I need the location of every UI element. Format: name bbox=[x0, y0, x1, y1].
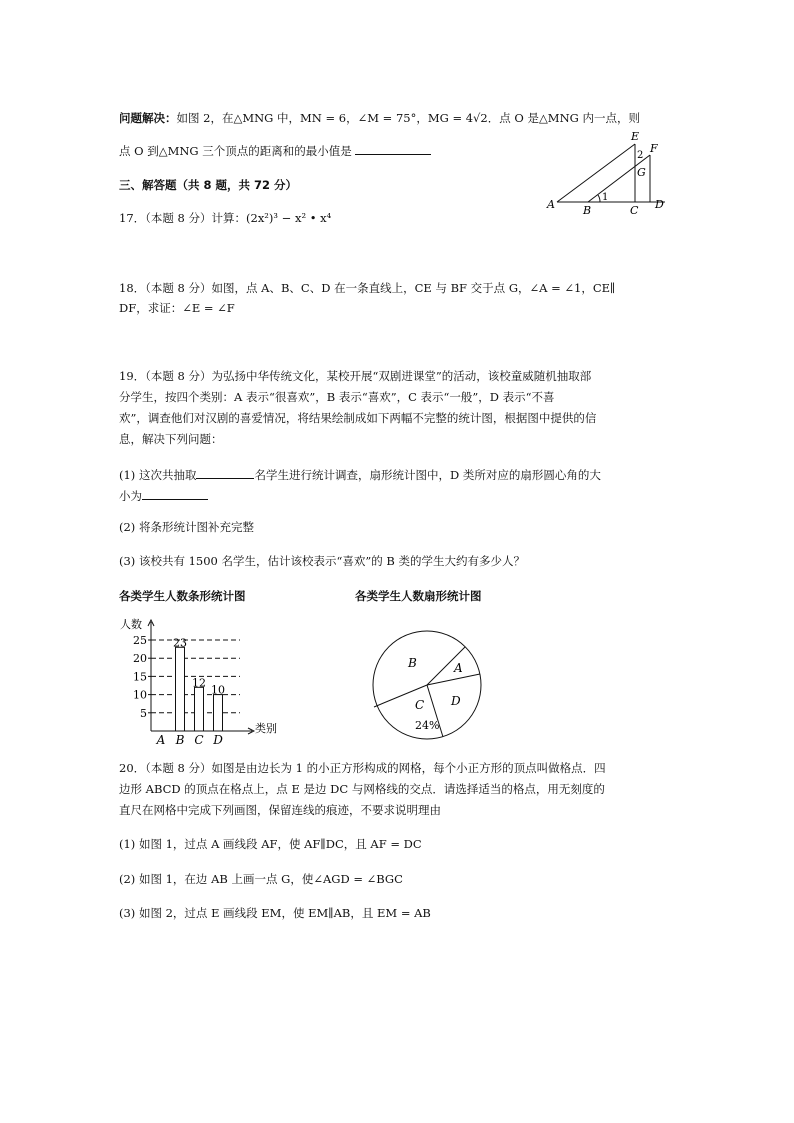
pie-divider-ad bbox=[427, 674, 480, 685]
x-tick-label-B: B bbox=[175, 733, 185, 744]
label-A: A bbox=[547, 198, 555, 211]
pie-label-24pct: 24% bbox=[415, 719, 440, 732]
bar-B bbox=[176, 647, 185, 731]
q19-sub1-line1 bbox=[119, 466, 601, 483]
x-tick-label-A: A bbox=[156, 733, 166, 744]
y-tick-label-25: 25 bbox=[133, 634, 147, 647]
data-label-D: 10 bbox=[211, 683, 225, 697]
q19-line4: 息，解决下列问题： bbox=[119, 432, 223, 446]
q20-line2: 边形 ABCD 的顶点在格点上，点 E 是边 DC 与网格线的交点．请选择适当的格点，用无刻度的 bbox=[119, 782, 605, 796]
label-G: G bbox=[637, 166, 646, 179]
blank-d-angle[interactable] bbox=[142, 487, 208, 500]
label-D: D bbox=[655, 198, 664, 211]
q18-line2: DF，求证：∠E = ∠F bbox=[119, 301, 235, 315]
problem-solve-line2 bbox=[119, 142, 431, 159]
problem-solve-text: 如图 2，在△MNG 中，MN = 6，∠M = 75°，MG = 4√2．点 O 是△MNG 内一点，则 bbox=[176, 111, 640, 125]
label-B: B bbox=[583, 204, 592, 217]
q19-sub1-prefix: (1) 这次共抽取 bbox=[119, 468, 197, 482]
q18-line1: 18．（本题 8 分）如图，点 A、B、C、D 在一条直线上，CE 与 BF 交于点 G，∠A = ∠1，CE∥ bbox=[119, 281, 616, 295]
pie-label-A: A bbox=[454, 661, 463, 675]
data-label-C: 12 bbox=[192, 676, 206, 690]
answer-blank[interactable] bbox=[355, 142, 431, 155]
q20-sub2: (2) 如图 1，在边 AB 上画一点 G，使∠AGD = ∠BGC bbox=[119, 872, 403, 886]
q19-sub3: (3) 该校共有 1500 名学生，估计该校表示“喜欢”的 B 类的学生大约有多少人？ bbox=[119, 554, 526, 568]
pie-label-B: B bbox=[408, 656, 417, 670]
q20-sub1: (1) 如图 1，过点 A 画线段 AF，使 AF∥DC，且 AF = DC bbox=[119, 837, 422, 851]
section-title: 三、解答题（共 8 题，共 72 分） bbox=[119, 178, 298, 192]
problem-solve-line1 bbox=[119, 110, 640, 126]
problem-solve-label: 问题解决： bbox=[119, 111, 177, 125]
label-angle-1: 1 bbox=[602, 192, 609, 203]
y-tick-label-10: 10 bbox=[133, 688, 147, 702]
data-label-B: 23 bbox=[173, 636, 187, 650]
q17-text: 17．（本题 8 分）计算：(2x²)³ − x² • x⁴ bbox=[119, 211, 332, 225]
bar-C bbox=[195, 687, 204, 731]
y-tick-label-20: 20 bbox=[133, 652, 147, 666]
x-tick-label-C: C bbox=[194, 733, 204, 744]
label-E: E bbox=[631, 130, 640, 143]
pie-chart-title: 各类学生人数扇形统计图 bbox=[355, 589, 482, 603]
label-F: F bbox=[650, 142, 658, 155]
pie-label-D: D bbox=[451, 694, 461, 708]
line-AE bbox=[557, 144, 635, 202]
y-axis-label: 人数 bbox=[120, 618, 142, 631]
q19-line1: 19．（本题 8 分）为弘扬中华传统文化，某校开展“双剧进课堂”的活动，该校童威随机抽取部 bbox=[119, 369, 592, 383]
q19-sub1-suffix: 小为 bbox=[119, 489, 142, 503]
q20-sub3: (3) 如图 2，过点 E 画线段 EM，使 EM∥AB，且 EM = AB bbox=[119, 906, 431, 920]
q19-sub1-line2 bbox=[119, 487, 208, 504]
q19-sub1-middle: 名学生进行统计调查，扇形统计图中，D 类所对应的扇形圆心角的大 bbox=[254, 468, 601, 482]
q19-line3: 欢”，调查他们对汉剧的喜爱情况，将结果绘制成如下两幅不完整的统计图，根据图中提供的信 bbox=[119, 411, 597, 425]
q20-line3: 直尺在网格中完成下列画图，保留连线的痕迹，不要求说明理由 bbox=[119, 803, 441, 817]
y-tick-label-15: 15 bbox=[133, 670, 147, 684]
label-angle-2: 2 bbox=[637, 150, 644, 161]
pie-chart bbox=[370, 627, 490, 745]
pie-label-C: C bbox=[415, 698, 425, 712]
problem-solve-question: 点 O 到△MNG 三个顶点的距离和的最小值是 bbox=[119, 144, 352, 158]
x-axis-label: 类别 bbox=[255, 722, 277, 735]
blank-total-students[interactable] bbox=[196, 466, 254, 479]
q20-line1: 20．（本题 8 分）如图是由边长为 1 的小正方形构成的网格，每个小正方形的顶点叫做格点．四 bbox=[119, 761, 606, 775]
bar-chart-title: 各类学生人数条形统计图 bbox=[119, 589, 246, 603]
figure2-diagram bbox=[540, 128, 680, 218]
angle-1-arc bbox=[598, 195, 600, 202]
q19-line2: 分学生，按四个类别：A 表示“很喜欢”，B 表示“喜欢”，C 表示“一般”，D 表示“不喜 bbox=[119, 390, 555, 404]
bar-D bbox=[214, 695, 223, 731]
q19-sub2: (2) 将条形统计图补充完整 bbox=[119, 520, 254, 534]
bar-chart bbox=[118, 614, 288, 744]
y-tick-label-5: 5 bbox=[140, 706, 147, 720]
label-C: C bbox=[630, 204, 639, 217]
x-tick-label-D: D bbox=[213, 733, 223, 744]
